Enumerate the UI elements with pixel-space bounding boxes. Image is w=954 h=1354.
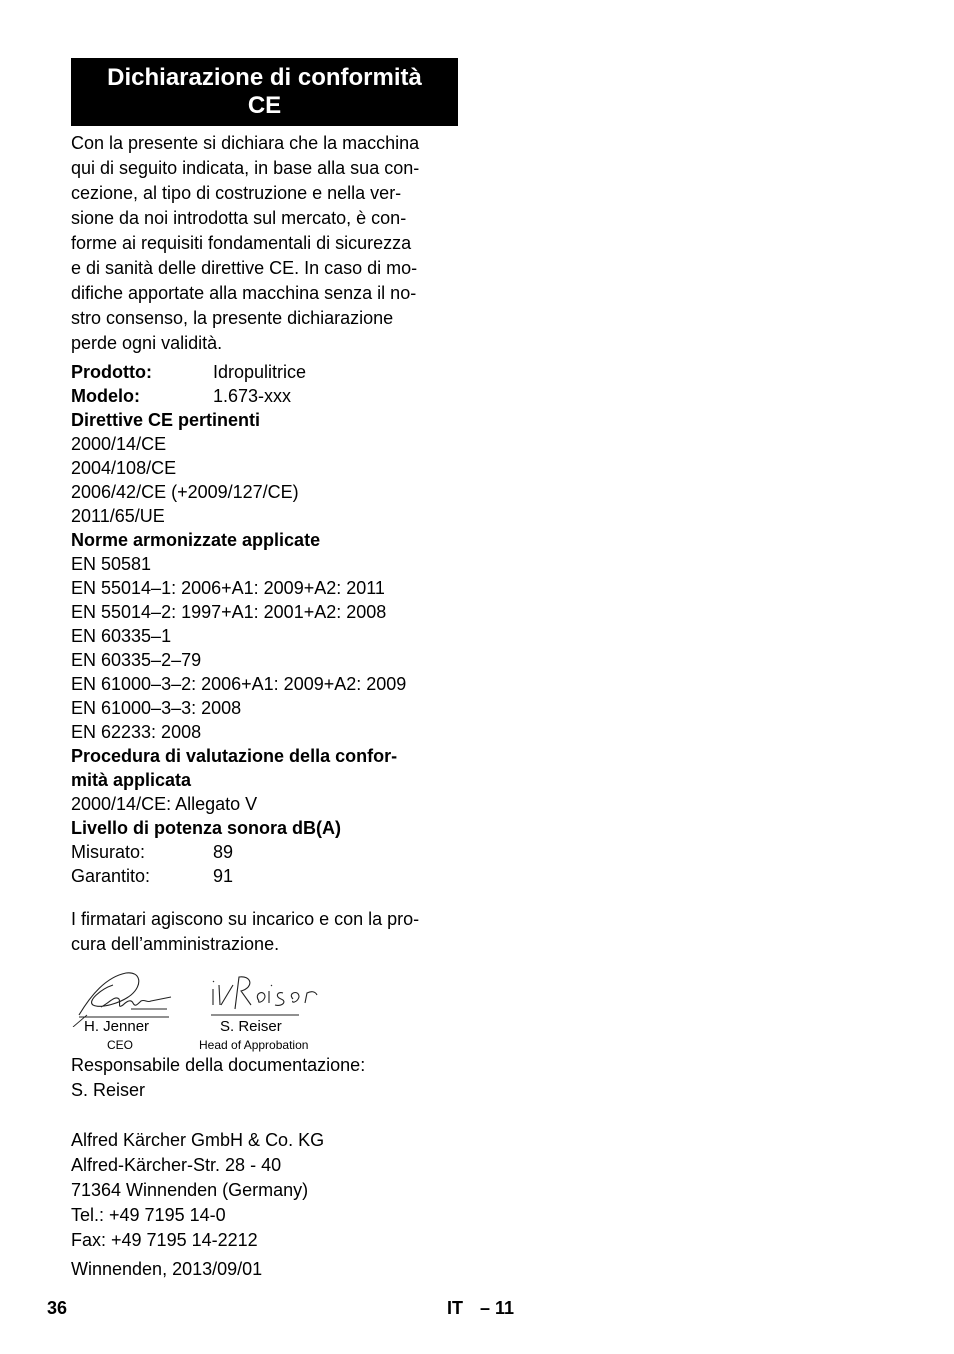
standard-item: EN 60335–1 [71, 626, 172, 646]
intro-line: Con la presente si dichiara che la macchina [71, 133, 420, 153]
title-line-1: Dichiarazione di conformità [107, 64, 422, 91]
intro-line: sione da noi introdotta sul mercato, è con- [71, 208, 407, 228]
documentation-label: Responsabile della documentazione: [71, 1055, 366, 1075]
address-line: 71364 Winnenden (Germany) [71, 1180, 309, 1200]
footer-section-page: – 11 [480, 1298, 515, 1318]
place-date [71, 1257, 459, 1282]
intro-line: e di sanità delle direttive CE. In caso di mo- [71, 258, 418, 278]
sound-heading: Livello di potenza sonora dB(A) [71, 818, 342, 838]
signatories-paragraph [71, 907, 459, 957]
signature-2-role: Head of Approbation [199, 1038, 309, 1052]
footer-language: IT [447, 1298, 463, 1318]
sound-guaranteed-row [71, 864, 459, 888]
intro-paragraph [71, 131, 459, 356]
signature-1-name: H. Jenner [84, 1018, 150, 1035]
signatures-block [71, 965, 351, 1055]
product-row [71, 360, 459, 384]
title-line-2: CE [247, 92, 282, 119]
page-number: 36 [47, 1298, 68, 1318]
standard-item: EN 60335–2–79 [71, 650, 202, 670]
declaration-details [71, 360, 459, 888]
directive-item: 2004/108/CE [71, 458, 177, 478]
address-line: Tel.: +49 7195 14-0 [71, 1205, 226, 1225]
signatories-line: I firmatari agiscono su incarico e con la pro- [71, 909, 420, 929]
address-line: Alfred-Kärcher-Str. 28 - 40 [71, 1155, 282, 1175]
address-line: Fax: +49 7195 14-2212 [71, 1230, 258, 1250]
signature-2-name: S. Reiser [220, 1018, 282, 1035]
address-block [71, 1128, 459, 1253]
signatories-line: cura dell’amministrazione. [71, 934, 280, 954]
model-value: 1.673-xxx [213, 386, 292, 406]
documentation-block [71, 1053, 459, 1103]
model-row [71, 384, 459, 408]
directives-heading: Direttive CE pertinenti [71, 410, 261, 430]
sound-measured-row [71, 840, 459, 864]
standards-heading: Norme armonizzate applicate [71, 530, 321, 550]
intro-line: perde ogni validità. [71, 333, 223, 353]
intro-line: stro consenso, la presente dichiarazione [71, 308, 394, 328]
address-line: Alfred Kärcher GmbH & Co. KG [71, 1130, 325, 1150]
standard-item: EN 62233: 2008 [71, 722, 202, 742]
directive-item: 2006/42/CE (+2009/127/CE) [71, 482, 299, 502]
directive-item: 2000/14/CE [71, 434, 167, 454]
directive-item: 2011/65/UE [71, 506, 165, 526]
standard-item: EN 61000–3–2: 2006+A1: 2009+A2: 2009 [71, 674, 407, 694]
procedure-heading-1: Procedura di valutazione della confor- [71, 746, 398, 766]
procedure-heading-2: mità applicata [71, 770, 192, 790]
sound-guaranteed-label: Garantito: [71, 866, 151, 886]
product-value: Idropulitrice [213, 362, 307, 382]
standard-item: EN 50581 [71, 554, 152, 574]
intro-line: cezione, al tipo di costruzione e nella ver- [71, 183, 402, 203]
sound-measured-value: 89 [213, 842, 234, 862]
documentation-name: S. Reiser [71, 1080, 146, 1100]
signature-1-role: CEO [107, 1038, 134, 1052]
intro-line: qui di seguito indicata, in base alla sua con- [71, 158, 420, 178]
intro-line: difiche apportate alla macchina senza il no- [71, 283, 417, 303]
model-label: Modelo: [71, 386, 140, 406]
sound-measured-label: Misurato: [71, 842, 146, 862]
product-label: Prodotto: [71, 362, 152, 382]
procedure-value: 2000/14/CE: Allegato V [71, 794, 258, 814]
standard-item: EN 55014–2: 1997+A1: 2001+A2: 2008 [71, 602, 387, 622]
standard-item: EN 55014–1: 2006+A1: 2009+A2: 2011 [71, 578, 385, 598]
place-date-text: Winnenden, 2013/09/01 [71, 1259, 263, 1279]
standard-item: EN 61000–3–3: 2008 [71, 698, 242, 718]
intro-line: forme ai requisiti fondamentali di sicurezza [71, 233, 412, 253]
sound-guaranteed-value: 91 [213, 866, 234, 886]
page-title [71, 58, 458, 126]
